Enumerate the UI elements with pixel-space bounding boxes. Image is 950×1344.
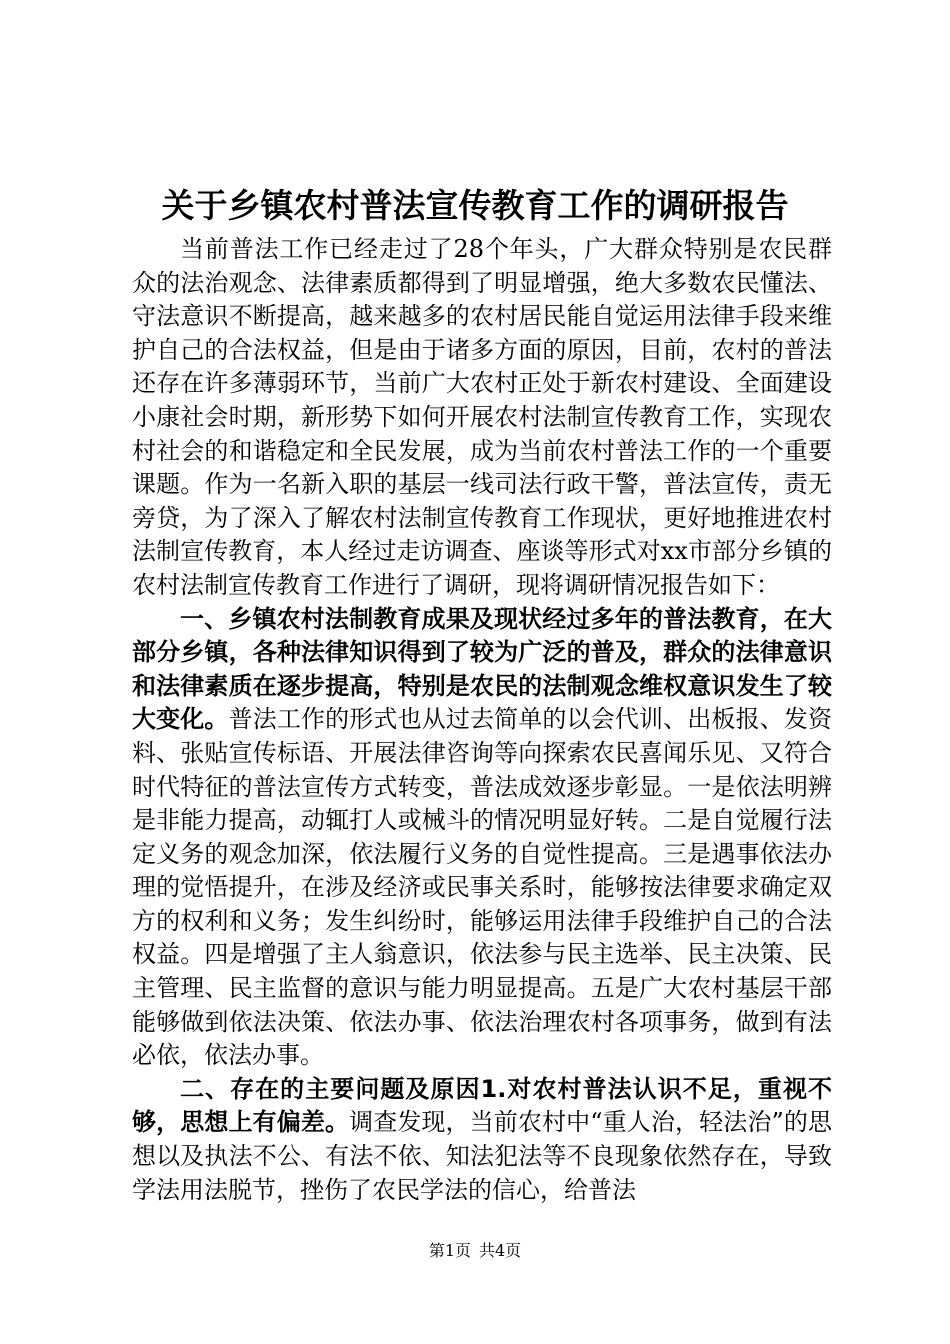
section-two-paragraph <box>132 1073 832 1207</box>
section-heading: 一、乡镇农村法制教育成果及现状经过多年的普法教育，在大部分乡镇，各种法律知识得到了较为广泛的普及，群众的法律意识和法律素质在逐步提高，特别是农民的法制观念维权意识发生了较大变化。 <box>132 604 832 734</box>
intro-paragraph <box>132 233 832 603</box>
page-total: 共4页 <box>479 1241 522 1260</box>
document-title: 关于乡镇农村普法宣传教育工作的调研报告 <box>161 186 789 225</box>
section-one-paragraph <box>132 603 832 1073</box>
paragraph-text: 调查发现，当前农村中“重人治，轻法治”的思想以及执法不公、有法不依、知法犯法等不良现象依然存在，导致学法用法脱节，挫伤了农民学法的信心，给普法 <box>132 1108 832 1204</box>
paragraph-text: 当前普法工作已经走过了28个年头，广大群众特别是农民群众的法治观念、法律素质都得到了明显增强，绝大多数农民懂法、守法意识不断提高，越来越多的农村居民能自觉运用法律手段来维护自己的合法权益，但是由于诸多方面的原因，目前，农村的普法还存在许多薄弱环节，当前广大农村正处于新农村建设、全面建设小康社会时期，新形势下如何开展农村法制宣传教育工作，实现农村社会的和谐稳定和全民发展，成为当前农村普法工作的一个重要课题。作为一名新入职的基层一线司法行政干警，普法宣传，责无旁贷，为了深入了解农村法制宣传教育工作现状，更好地推进农村法制宣传教育，本人经过走访调查、座谈等形式对xx市部分乡镇的农村法制宣传教育工作进行了调研，现将调研情况报告如下： <box>132 235 832 599</box>
document-body <box>132 233 832 1207</box>
section-heading: 二、存在的主要问题及原因1.对农村普法认识不足，重视不够，思想上有偏差。 <box>132 1074 832 1137</box>
page-footer <box>0 1240 950 1262</box>
paragraph-text: 普法工作的形式也从过去简单的以会代训、出板报、发资料、张贴宣传标语、开展法律咨询等向探索农民喜闻乐见、又符合时代特征的普法宣传方式转变，普法成效逐步彰显。一是依法明辨是非能力提高，动辄打人或械斗的情况明显好转。二是自觉履行法定义务的观念加深，依法履行义务的自觉性提高。三是遇事依法办理的觉悟提升，在涉及经济或民事关系时，能够按法律要求确定双方的权利和义务；发生纠纷时，能够运用法律手段维护自己的合法权益。四是增强了主人翁意识，依法参与民主选举、民主决策、民主管理、民主监督的意识与能力明显提高。五是广大农村基层干部能够做到依法决策、依法办事、依法治理农村各项事务，做到有法必依，依法办事。 <box>132 705 833 1070</box>
page-number: 第1页 <box>428 1241 471 1260</box>
